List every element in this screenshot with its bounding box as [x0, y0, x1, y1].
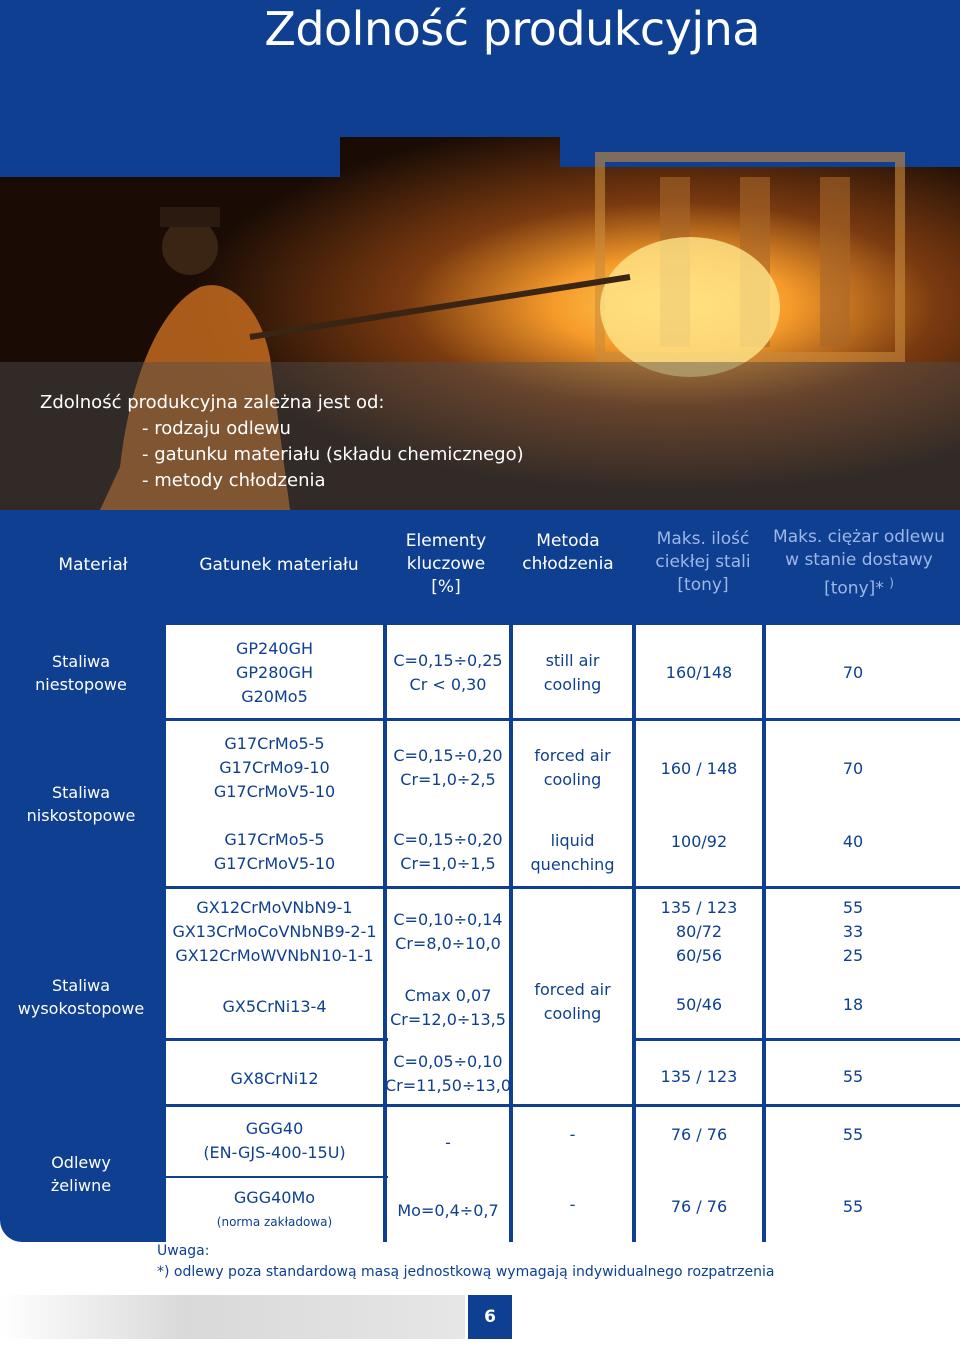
header-max-weight: [766, 526, 952, 601]
max-weight-value: 70: [842, 759, 864, 778]
table-row-cooling: -: [569, 1195, 576, 1214]
max-liquid-value: 160 / 148: [660, 759, 738, 778]
group-label: niskostopowe: [26, 806, 136, 825]
group-unalloyed: [0, 625, 162, 720]
grade: G17CrMo9-10: [219, 758, 330, 777]
header-elements-line: Elementy: [405, 531, 487, 551]
table-row-elements: [387, 822, 509, 882]
group-label: wysokostopowe: [17, 999, 145, 1018]
note: [157, 1241, 774, 1283]
element-value: C=0,15÷0,25: [393, 651, 503, 670]
table-row-cooling: [513, 724, 632, 812]
grade: GP280GH: [235, 663, 313, 682]
page-title: Zdolność produkcyjna: [264, 2, 760, 56]
header-max-weight-line: [tony]*: [824, 578, 884, 599]
table-row-cooling: [513, 972, 632, 1032]
table-row-elements: [387, 628, 509, 718]
table-row-elements: [387, 1048, 509, 1100]
weight-value: 55: [842, 898, 864, 917]
group-label: Odlewy: [51, 1153, 111, 1172]
header-max-weight-line: Maks. ciężar odlewu: [773, 527, 945, 547]
element-value: Cmax 0,07: [404, 986, 492, 1005]
cooling-method: liquid: [550, 831, 595, 850]
group-cast-iron: [0, 1106, 162, 1242]
header-elements-line: [%]: [431, 577, 461, 597]
grade: G17CrMoV5-10: [213, 854, 336, 873]
grade: GX12CrMoWVNbN10-1-1: [175, 946, 374, 965]
header-elements-line: kluczowe: [406, 554, 486, 574]
element-value: Cr=1,0÷2,5: [400, 770, 496, 789]
table-row-elements: [387, 892, 509, 972]
liquid-value: 60/56: [675, 946, 723, 965]
footer-bar: [0, 1295, 465, 1339]
grade: GP240GH: [235, 639, 313, 658]
table-row-elements: [387, 982, 509, 1034]
max-weight-value: [766, 892, 940, 972]
group-label: Staliwa: [51, 976, 110, 995]
max-liquid-value: 76 / 76: [670, 1125, 728, 1144]
element-value: Cr=12,0÷13,5: [390, 1010, 506, 1029]
intro-lead: Zdolność produkcyjna zależna jest od:: [40, 392, 385, 413]
weight-value: 33: [842, 922, 864, 941]
group-high-alloy: [0, 888, 162, 1106]
grade: G17CrMo5-5: [224, 830, 325, 849]
element-value: C=0,15÷0,20: [393, 746, 503, 765]
grid-line: [162, 718, 960, 721]
grade: G20Mo5: [241, 687, 308, 706]
note-text: *) odlewy poza standardową masą jednostkową wymagają indywidualnego rozpatrzenia: [157, 1264, 775, 1280]
header-material: Materiał: [58, 555, 128, 575]
grade: GX12CrMoVNbN9-1: [196, 898, 353, 917]
header-max-liquid-line: Maks. ilość: [656, 529, 750, 549]
table-row-cooling: [513, 822, 632, 884]
max-liquid-value: 76 / 76: [670, 1197, 728, 1216]
table-row-elements: -: [445, 1133, 451, 1152]
max-liquid-value: 135 / 123: [660, 1067, 738, 1086]
cooling-method: forced air: [534, 746, 611, 765]
footnote-mark: ): [889, 576, 894, 590]
header-cooling-line: chłodzenia: [522, 554, 614, 574]
max-liquid-value: 100/92: [670, 832, 728, 851]
table-row-grade: [166, 724, 383, 812]
intro-item: - gatunku materiału (składu chemicznego): [142, 444, 524, 465]
grid-line: [162, 1176, 388, 1178]
table-row-cooling: -: [569, 1125, 576, 1144]
element-value: Cr=8,0÷10,0: [395, 934, 501, 953]
max-weight-value: 55: [842, 1125, 864, 1144]
table-row-grade: [166, 822, 383, 882]
cooling-method: still air: [545, 651, 600, 670]
grid-line: [162, 1104, 960, 1107]
max-liquid-value: [636, 892, 762, 972]
header-max-liquid-line: ciekłej stali: [655, 552, 751, 572]
table-row-grade: [166, 1112, 383, 1170]
header-cooling-line: Metoda: [536, 531, 600, 551]
table-row-grade: [166, 892, 383, 972]
page-number: 6: [468, 1295, 512, 1339]
element-value: Cr < 0,30: [409, 675, 487, 694]
group-label: żeliwne: [50, 1176, 112, 1195]
liquid-value: 80/72: [675, 922, 723, 941]
cooling-method: cooling: [543, 770, 602, 789]
cooling-method: quenching: [530, 855, 615, 874]
table-row-cooling: [513, 628, 632, 718]
element-value: C=0,05÷0,10: [393, 1052, 503, 1071]
grid-line: [162, 1038, 388, 1041]
element-value: C=0,15÷0,20: [393, 830, 503, 849]
grade: G17CrMo5-5: [224, 734, 325, 753]
table-row-elements: [387, 724, 509, 812]
intro-item: - metody chłodzenia: [142, 470, 326, 491]
grade: GGG40: [245, 1119, 304, 1138]
group-low-alloy: [0, 720, 162, 888]
max-weight-value: 55: [842, 1067, 864, 1086]
cooling-method: cooling: [543, 675, 602, 694]
max-weight-value: 40: [842, 832, 864, 851]
table-row-grade: GX8CrNi12: [230, 1069, 319, 1088]
grade: GGG40Mo: [233, 1188, 316, 1207]
table-row-elements: Mo=0,4÷0,7: [397, 1201, 499, 1220]
max-liquid-value: 50/46: [675, 995, 723, 1014]
group-label: Staliwa: [51, 651, 110, 671]
header-max-liquid-line: [tony]: [677, 575, 729, 595]
weight-value: 25: [842, 946, 864, 965]
liquid-value: 135 / 123: [660, 898, 738, 917]
intro-item: - rodzaju odlewu: [142, 418, 291, 439]
grade-note: (norma zakładowa): [216, 1215, 333, 1229]
header-cooling: [512, 530, 624, 576]
max-liquid-value: 160/148: [665, 663, 733, 682]
element-value: Cr=1,0÷1,5: [400, 854, 496, 873]
group-label: Staliwa: [51, 783, 110, 802]
element-value: Cr=11,50÷13,0: [385, 1076, 511, 1095]
grid-line: [636, 1038, 960, 1041]
header-max-weight-line: w stanie dostawy: [785, 550, 933, 570]
grid-line: [162, 886, 960, 889]
grade: (EN-GJS-400-15U): [203, 1143, 346, 1162]
max-weight-value: 55: [842, 1197, 864, 1216]
note-label: Uwaga:: [157, 1243, 210, 1259]
table-row-grade: [166, 628, 383, 718]
grade: G17CrMoV5-10: [213, 782, 336, 801]
table-row-grade: GX5CrNi13-4: [222, 997, 327, 1016]
cooling-method: cooling: [543, 1004, 602, 1023]
header-grade: Gatunek materiału: [199, 555, 359, 575]
header-max-liquid: [636, 528, 770, 597]
max-weight-value: 70: [842, 663, 864, 682]
table-header: [0, 510, 960, 625]
group-label: niestopowe: [35, 674, 127, 694]
grade: GX13CrMoCoVNbNB9-2-1: [172, 922, 377, 941]
element-value: C=0,10÷0,14: [393, 910, 503, 929]
max-weight-value: 18: [842, 995, 864, 1014]
header-elements: [386, 530, 506, 599]
table-row-grade: [166, 1182, 383, 1238]
cooling-method: forced air: [534, 980, 611, 999]
intro-caption: [40, 390, 524, 494]
